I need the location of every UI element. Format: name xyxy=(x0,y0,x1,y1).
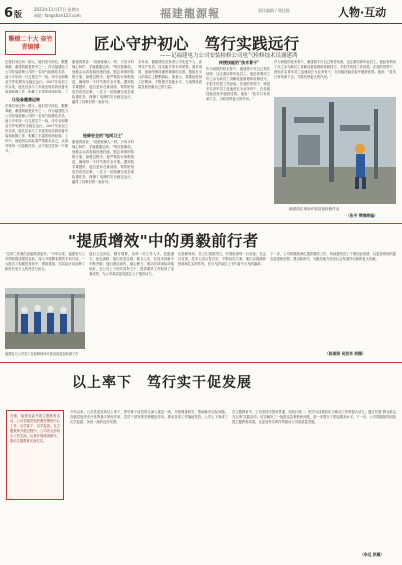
page-number: 6版 xyxy=(4,6,23,21)
article2-body-col3: 在检修现场，员工们顶着烈日，仔细检查每一台设备；在会议室里，技术人员反复讨论，不断优化方案。他们以饱满的热情和扎实的作风，在平凡的岗位上书写着不平凡的篇章。 xyxy=(178,252,266,266)
article2-title: "提质增效"中的勇毅前行者 xyxy=(68,232,259,250)
article1-subhead-3: 传授技能的"技术骨干" xyxy=(219,60,260,65)
article3-highlight-box xyxy=(6,410,64,500)
page-suffix: 版 xyxy=(14,10,23,19)
issue-date: 2023年11月17日 星期五 xyxy=(34,7,80,12)
slogan-box xyxy=(5,31,56,55)
article1-body-col2a: 谢建鸿常说："设备就像人一样，只有平时细心呵护，才能健康运转。"每次检修前，他都会认真查阅设备档案，制定详细的检修方案。检修过程中，他严格执行规程规范，确保每一个环节都安全可靠。遇到技术难题时，他总是冲在最前面，带领班组成员攻坚克难，一次又一次圆满完成急难险重任务，保障了电网的安全稳定运行，赢得了同事们的一致好评。 xyxy=(72,60,134,104)
section-divider-1 xyxy=(0,223,402,224)
article1-body-lead: 在我们身边有一群人，他们坚守岗位，默默奉献，谢建鸿就是其中之一。作为福建电力公司安装检修公司的一名电气检修技术员，他十多年如一日扎根生产一线，用专业和敬业守护电网安全稳定运行。2007年参加工作以来，他先后参与了多座变电站的设备安装和检修工作，积累了丰富的现场经验。工 xyxy=(5,60,68,93)
workers-group-image xyxy=(5,288,85,349)
article2-byline: （陈丽丽 吴思华 供稿） xyxy=(325,351,366,356)
article3-title: 以上率下 笃行实干促发展 xyxy=(72,375,252,391)
worker-inspecting-equipment-image xyxy=(274,97,396,204)
article3-body-col2: 在主题教育中，公司坚持学思用贯通、知信行统一，把学习成果转化为推动工作的强大动力。通过开展"我为群众办实事"实践活动，切实解决了一批群众急难愁盼问题，进一步提升了供电服务水平。下一步，公司将继续巩固拓展主题教育成果，以更加务实的作风推动公司高质量发展。 xyxy=(232,410,396,424)
article1-subtitle: ——记福建电力公司安装检修公司电气检修技术员谢建鸿 xyxy=(160,53,298,59)
slogan-text: 擎燎二十大 奋竹青镇博 xyxy=(8,36,53,51)
editors: 责任编辑 / 郑佳俊 xyxy=(258,8,290,13)
paper-name: 福建龍源報 xyxy=(160,7,220,20)
header-rule xyxy=(0,23,402,24)
website: 网址: fangshan123.com xyxy=(34,13,81,18)
article1-body-col5: 作为班组的技术骨干，谢建鸿不仅自己刻苦钻研，还注重培养年轻员工。他经常利用工作之余为新员工讲解设备原理和检修技巧，手把手传授工作经验。在他的带领下，班组多名青年员工迅速成长为业务骨干，在各级技能竞赛中屡获佳绩。他说："技术只有传承下去，才能发挥更大的作用。" xyxy=(274,60,396,79)
article2-body-col4: 下一步，公司将继续深化提质增效工作，持续激发员工干事创业热情，以更加昂扬的姿态奋进新征程、建功新时代，为服务地方经济社会发展作出新的更大贡献。 xyxy=(270,252,396,261)
article1-body-col1: 在我们身边有一群人，他们坚守岗位，默默奉献，谢建鸿就是其中之一。作为福建电力公司安装检修公司的一名电气检修技术员，他十多年如一日扎根生产一线，用专业和敬业守护电网安全稳定运行。2007年参加工作以来，他先后参与了多座变电站的设备安装和检修工作，积累了丰富的现场经验。工作中，他始终以高标准严格要求自己，认真对待每一次检修任务，从不放过任何一个细节。 xyxy=(5,104,68,153)
article1-subhead-2: 检修安全的"电网卫士" xyxy=(83,133,124,138)
article1-body-col3: 多年来，谢建鸿先后获得公司先进个人、优秀共产党员、技术能手等多项荣誉。面对成绩，他始终保持谦虚谨慎的态度，继续在平凡的岗位上默默耕耘。他表示，将继续发扬工匠精神，不断提升技能水平，为电网高质量发展贡献自己的力量。 xyxy=(138,60,202,89)
section-divider-2 xyxy=(0,362,402,363)
article2-body-col2: 他们立足岗位，精打细算，从每一项工作入手，挖掘潜力，优化流程；他们攻坚克难，敢为人先，在技术创新中不断突破；他们团结协作，凝心聚力，推动各项指标持续向好。在公司上下的共同努力下，提质增效工作取得了显著成效，为公司高质量发展注入了强劲动力。 xyxy=(89,252,174,276)
article3-body-col1: 今年以来，公司党委坚持以上率下，领导班子成员带头深入基层一线，开展调查研究，帮助解决实际问题。各级党组织充分发挥战斗堡垒作用，党员干部发挥先锋模范作用，推动各项工作落地见效。公司上下形成了比学赶超、争创一流的良好氛围。 xyxy=(70,410,228,424)
section-name: 人物·互动 xyxy=(338,6,387,19)
article1-photo-caption: 谢建鸿在现场开展设备检修作业 xyxy=(289,207,340,211)
article3-box-text: 近期，福建省委开展主题教育活动，公司各级党组织紧密围绕中心工作，以学促干、以学促改。在主题教育开展过程中，公司各支部结合工作实际，认真开展调查研究，推动主题教育走深走实。 xyxy=(10,414,60,443)
article1-subhead-1: 让设备健康运转 xyxy=(12,97,40,102)
article1-photo xyxy=(274,97,396,204)
article1-title: 匠心守护初心 笃行实践远行 xyxy=(94,35,300,53)
article3-byline: （李远 供稿） xyxy=(360,552,385,557)
article1-byline: （张平 樊锦辉编） xyxy=(346,213,378,218)
article2-photo xyxy=(5,288,85,349)
article2-photo-caption: 福建电力公司员工在检修现场开展设备巡视检测工作 xyxy=(5,352,79,356)
article1-body-col2b: 谢建鸿常说："设备就像人一样，只有平时细心呵护，才能健康运转。"每次检修前，他都会认真查阅设备档案，制定详细的检修方案。检修过程中，他严格执行规程规范，确保每一个环节都安全可靠。遇到技术难题时，他总是冲在最前面，带领班组成员攻坚克难，一次又一次圆满完成急难险重任务，保障了电网的安全稳定运行，赢得了同事们的一致好评。 xyxy=(72,140,134,184)
article2-body-col1: "这项工作我们还能做得更好。"今年以来，福建电力公司围绕提质增效目标，深入开展降本增效专项行动，一大批员工积极投身其中，勇挑重担，用实际行动诠释了新时代电力人的责任与担当。 xyxy=(5,252,85,271)
article1-body-col4: 作为班组的技术骨干，谢建鸿不仅自己刻苦钻研，还注重培养年轻员工。他经常利用工作之余为新员工讲解设备原理和检修技巧，手把手传授工作经验。在他的带领下，班组多名青年员工迅速成长为业务骨干，在各级技能竞赛中屡获佳绩。他说："技术只有传承下去，才能发挥更大的作用。" xyxy=(206,67,270,101)
